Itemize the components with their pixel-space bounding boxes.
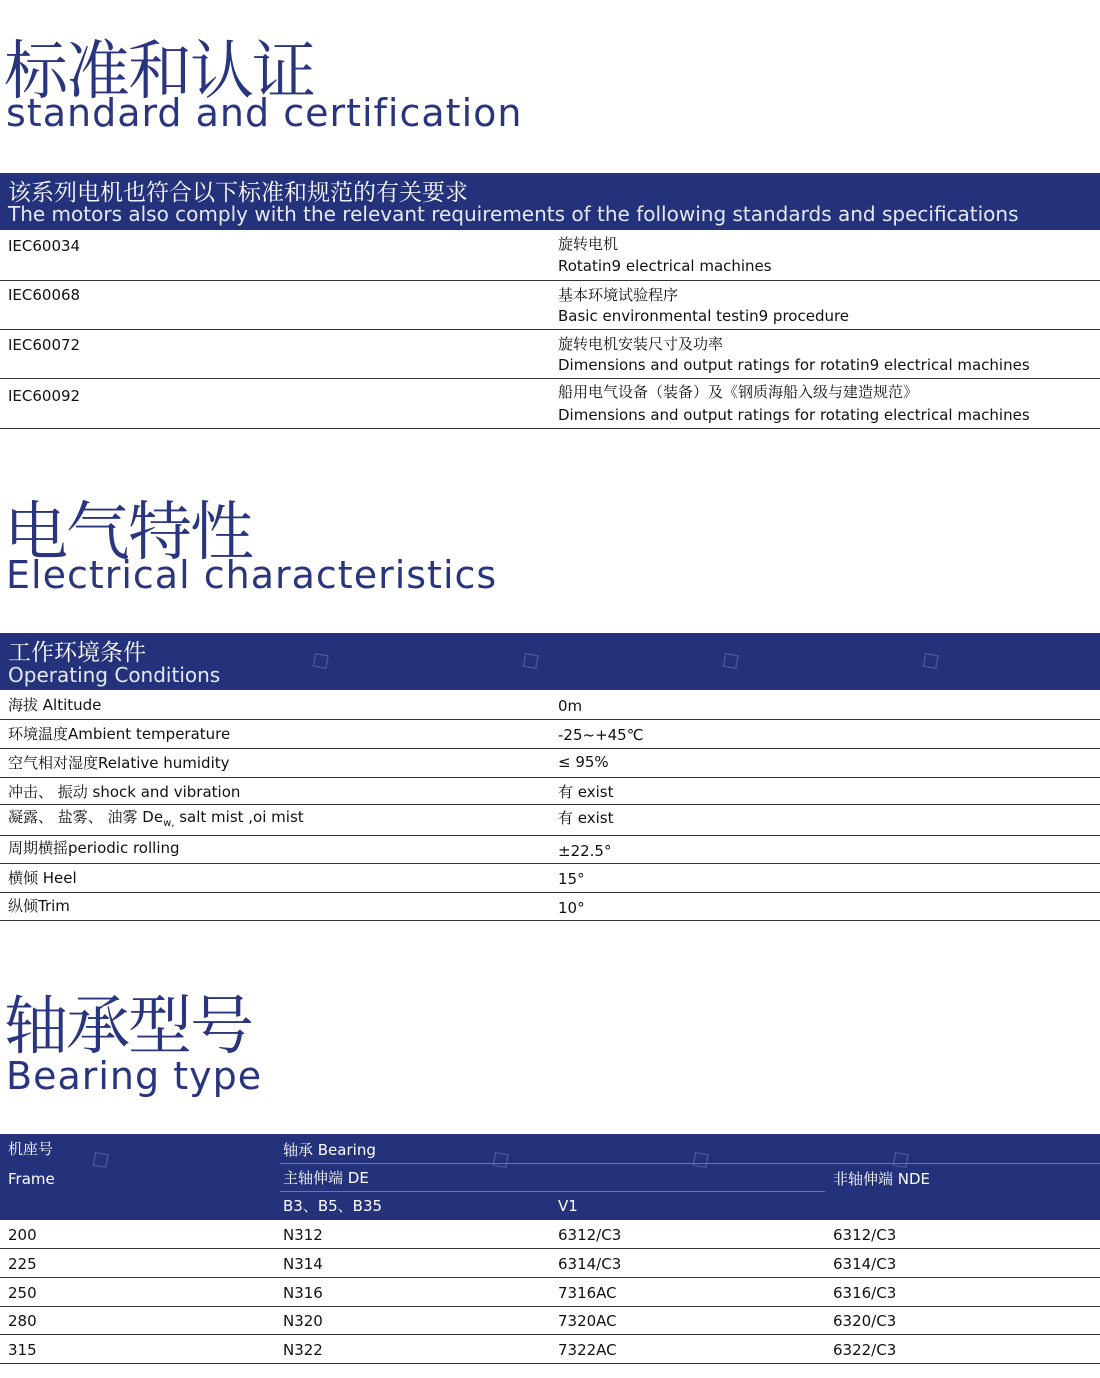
v1-header: V1 <box>558 1197 578 1215</box>
bearing-row <box>0 1220 1100 1249</box>
standards-band <box>0 173 1100 230</box>
bearing-nde: 6314/C3 <box>833 1255 897 1273</box>
conditions-band-en: Operating Conditions <box>8 663 221 687</box>
condition-label: 横倾 Heel <box>8 869 77 887</box>
conditions-band <box>0 633 1100 690</box>
standard-row <box>0 379 1100 429</box>
conditions-band-cn: 工作环境条件 <box>8 640 146 666</box>
frame-header-cn: 机座号 <box>8 1140 54 1158</box>
bearing-b3: N320 <box>283 1312 323 1330</box>
b3-header: B3、B5、B35 <box>283 1197 383 1215</box>
condition-label: 空气相对湿度Relative humidity <box>8 754 230 772</box>
bearing-title-en: Bearing type <box>6 1054 263 1098</box>
bearing-frame: 225 <box>8 1255 37 1273</box>
bearing-v1: 6314/C3 <box>558 1255 622 1273</box>
bearing-nde: 6312/C3 <box>833 1226 897 1244</box>
standard-desc-en: Basic environmental testin9 procedure <box>558 307 850 325</box>
bearing-v1: 7316AC <box>558 1284 617 1302</box>
standard-desc-cn: 旋转电机安装尺寸及功率 <box>558 335 724 353</box>
standard-desc-en: Dimensions and output ratings for rotatin9 electrical machines <box>558 356 1030 374</box>
bearing-row <box>0 1307 1100 1335</box>
condition-label-pre: 凝露、 盐雾、 油雾 De <box>8 808 164 826</box>
bearing-header-label: 轴承 Bearing <box>283 1141 376 1159</box>
bearing-nde: 6322/C3 <box>833 1341 897 1359</box>
condition-value: ≤ 95% <box>558 753 609 771</box>
bearing-title-cn: 轴承型号 <box>4 990 252 1064</box>
condition-row <box>0 864 1100 893</box>
bearing-b3: N312 <box>283 1226 323 1244</box>
watermark: ◇ <box>513 641 547 679</box>
bearing-frame: 315 <box>8 1341 37 1359</box>
condition-value: ±22.5° <box>558 842 612 860</box>
condition-row <box>0 836 1100 864</box>
standard-desc-cn: 船用电气设备（装备）及《钢质海船入级与建造规范》 <box>558 383 919 401</box>
bearing-row <box>0 1278 1100 1307</box>
condition-value: 10° <box>558 899 585 917</box>
bearing-nde: 6316/C3 <box>833 1284 897 1302</box>
bearing-b3: N314 <box>283 1255 323 1273</box>
bearing-frame: 200 <box>8 1226 37 1244</box>
bearing-b3: N316 <box>283 1284 323 1302</box>
condition-value: 有 exist <box>558 783 614 801</box>
standard-row <box>0 230 1100 281</box>
condition-label <box>8 810 304 829</box>
bearing-frame: 280 <box>8 1312 37 1330</box>
condition-value: 有 exist <box>558 809 614 827</box>
condition-label: 冲击、 振动 shock and vibration <box>8 783 241 801</box>
condition-label: 海拔 Altitude <box>8 696 102 714</box>
bearing-header <box>0 1134 1100 1220</box>
standard-code: IEC60092 <box>8 387 81 405</box>
bearing-b3: N322 <box>283 1341 323 1359</box>
bearing-row <box>0 1335 1100 1364</box>
condition-row <box>0 720 1100 749</box>
standard-desc-cn: 旋转电机 <box>558 235 619 253</box>
bearing-frame: 250 <box>8 1284 37 1302</box>
nde-header: 非轴伸端 NDE <box>833 1170 931 1188</box>
standard-row <box>0 330 1100 379</box>
bearing-v1: 7322AC <box>558 1341 617 1359</box>
condition-row <box>0 778 1100 805</box>
de-header: 主轴伸端 DE <box>283 1169 369 1187</box>
condition-value: -25~+45℃ <box>558 726 644 744</box>
standards-band-en: The motors also comply with the relevant requirements of the following standards and specifications <box>8 202 1019 226</box>
standard-desc-cn: 基本环境试验程序 <box>558 286 679 304</box>
bearing-nde: 6320/C3 <box>833 1312 897 1330</box>
electrical-title-en: Electrical characteristics <box>6 553 498 597</box>
electrical-title-cn: 电气特性 <box>4 496 252 570</box>
watermark: ◇ <box>83 1140 117 1178</box>
bearing-v1: 7320AC <box>558 1312 617 1330</box>
standard-code: IEC60068 <box>8 286 81 304</box>
bearing-v1: 6312/C3 <box>558 1226 622 1244</box>
frame-header-en: Frame <box>8 1170 55 1188</box>
condition-row <box>0 805 1100 836</box>
watermark: ◇ <box>913 641 947 679</box>
condition-row <box>0 893 1100 921</box>
watermark: ◇ <box>883 1140 917 1178</box>
header-divider <box>280 1163 1100 1164</box>
bearing-row <box>0 1249 1100 1278</box>
standard-desc-en: Dimensions and output ratings for rotating electrical machines <box>558 406 1030 424</box>
condition-label: 纵倾Trim <box>8 897 70 915</box>
watermark: ◇ <box>303 641 337 679</box>
condition-label-sub: w, <box>163 818 175 829</box>
condition-label-post: salt mist ,oi mist <box>174 808 304 826</box>
standard-desc-en: Rotatin9 electrical machines <box>558 257 772 275</box>
watermark: ◇ <box>713 641 747 679</box>
condition-value: 15° <box>558 870 585 888</box>
condition-value: 0m <box>558 697 583 715</box>
condition-label: 环境温度Ambient temperature <box>8 725 231 743</box>
watermark: ◇ <box>683 1140 717 1178</box>
standard-code: IEC60072 <box>8 336 81 354</box>
standards-title-en: standard and certification <box>6 91 523 135</box>
header-divider <box>280 1191 825 1192</box>
standard-code: IEC60034 <box>8 237 81 255</box>
watermark: ◇ <box>483 1140 517 1178</box>
standard-row <box>0 281 1100 330</box>
standards-title-cn: 标准和认证 <box>4 35 314 109</box>
standards-band-cn: 该系列电机也符合以下标准和规范的有关要求 <box>8 180 468 206</box>
condition-label: 周期横摇periodic rolling <box>8 839 180 857</box>
condition-row <box>0 749 1100 778</box>
condition-row <box>0 690 1100 720</box>
